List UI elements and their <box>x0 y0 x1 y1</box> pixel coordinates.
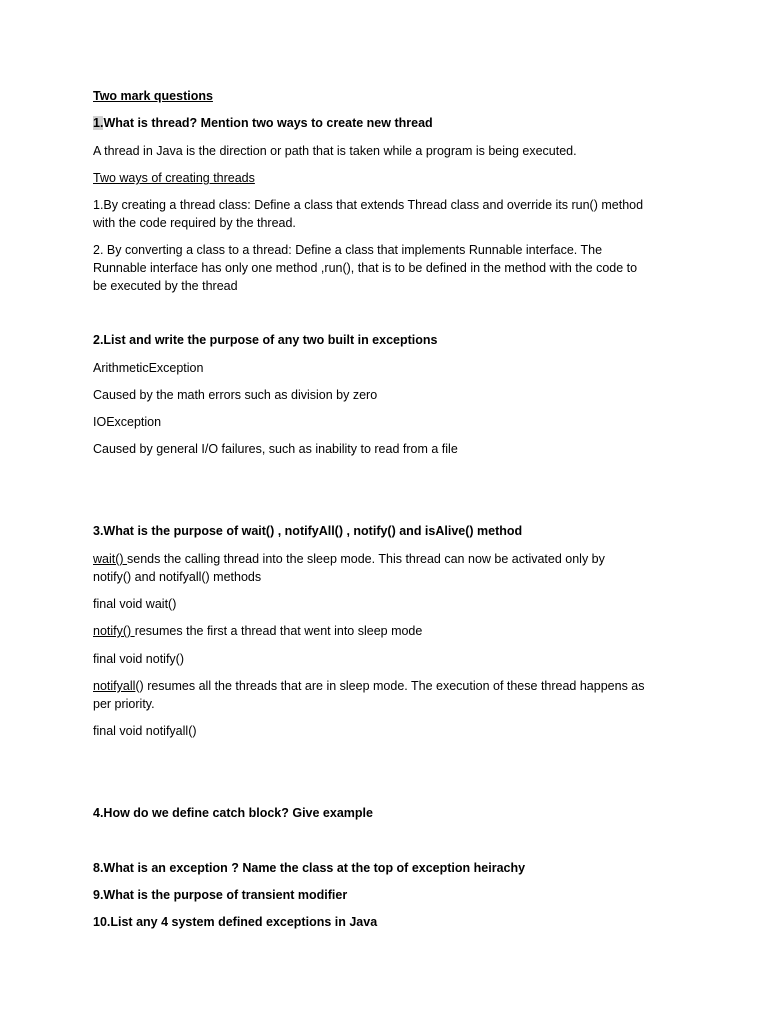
method-signature: final void wait() <box>93 597 177 611</box>
question-4: 4.How do we define catch block? Give example <box>93 806 373 820</box>
question-2: 2.List and write the purpose of any two built in exceptions <box>93 333 438 347</box>
method-description: notifyall() resumes all the threads that are in sleep mode. The execution of these thread happens as <box>93 679 645 693</box>
exception-description: Caused by the math errors such as division by zero <box>93 388 378 402</box>
question-10: 10.List any 4 system defined exceptions in Java <box>93 915 378 929</box>
method-signature: final void notify() <box>93 652 185 666</box>
method-term: notify() <box>93 624 135 638</box>
method-term: notifyall <box>93 679 136 693</box>
answer-text: Runnable interface has only one method ,run(), that is to be defined in the method with the code to <box>93 261 638 275</box>
question-1 <box>93 114 683 132</box>
answer-text: 2. By converting a class to a thread: Define a class that implements Runnable interface. The <box>93 243 603 257</box>
answer-text: 1.By creating a thread class: Define a class that extends Thread class and override its run() method <box>93 198 644 212</box>
method-description: wait() sends the calling thread into the sleep mode. This thread can now be activated only by <box>93 552 605 566</box>
answer-text: with the code required by the thread. <box>93 216 296 230</box>
document-heading: Two mark questions <box>93 89 213 103</box>
question-number: 1. <box>93 116 104 130</box>
answer-text: A thread in Java is the direction or path that is taken while a program is being executed. <box>93 144 577 158</box>
question-3: 3.What is the purpose of wait() , notifyAll() , notify() and isAlive() method <box>93 524 523 538</box>
method-signature: final void notifyall() <box>93 724 197 738</box>
answer-text: be executed by the thread <box>93 279 238 293</box>
subheading: Two ways of creating threads <box>93 171 255 185</box>
question-text: What is thread? Mention two ways to create new thread <box>103 116 433 130</box>
question-8: 8.What is an exception ? Name the class at the top of exception heirachy <box>93 861 526 875</box>
method-term: wait() <box>93 552 128 566</box>
method-description: per priority. <box>93 697 155 711</box>
method-description: notify() and notifyall() methods <box>93 570 262 584</box>
exception-description: Caused by general I/O failures, such as inability to read from a file <box>93 442 458 456</box>
question-9: 9.What is the purpose of transient modifier <box>93 888 348 902</box>
method-description: notify() resumes the first a thread that went into sleep mode <box>93 624 423 638</box>
exception-name: IOException <box>93 415 162 429</box>
exception-name: ArithmeticException <box>93 361 204 375</box>
